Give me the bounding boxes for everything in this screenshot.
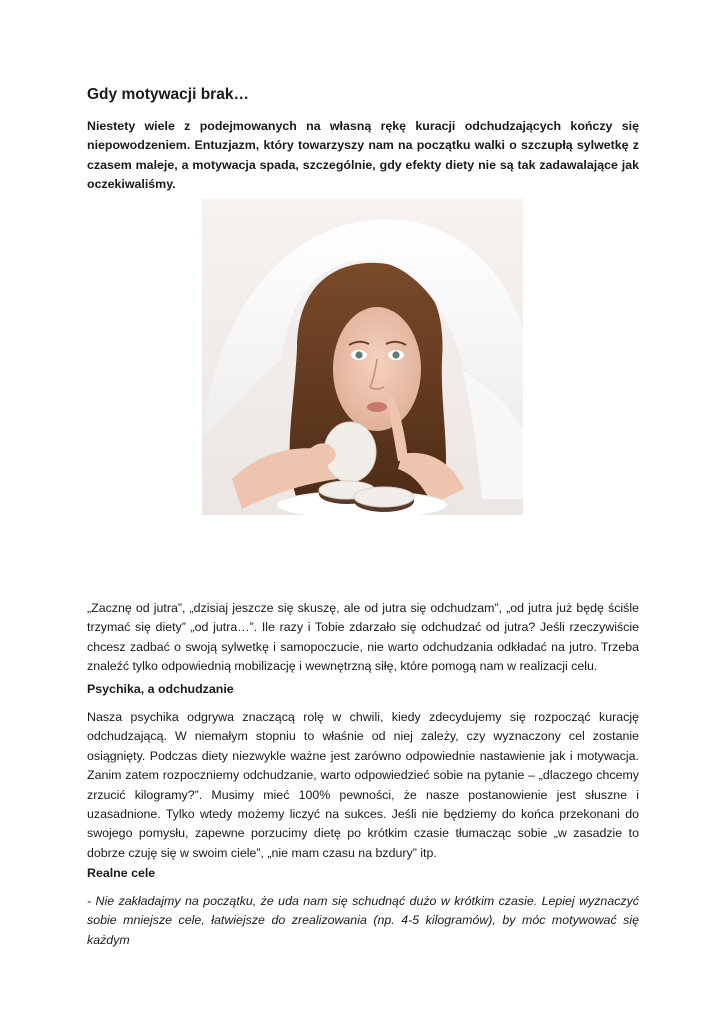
- article-title: Gdy motywacji brak…: [87, 86, 249, 103]
- heading-psychika: Psychika, a odchudzanie: [87, 682, 234, 696]
- paragraph-realne-cele: - Nie zakładajmy na początku, że uda nam się schudnąć dużo w krótkim czasie. Lepiej wyznaczyć sobie mniejsze cele, łatwiejsze do zrealizowania (np. 4-5 kilogramów), by móc motywować się każdym: [87, 894, 639, 947]
- heading-realne-cele: Realne cele: [87, 866, 156, 880]
- paragraph-od-jutra: „Zacznę od jutra”, „dzisiaj jeszcze się skuszę, ale od jutra się odchudzam”, „od jutra już będę ściśle trzymać się diety” „od jutra…”. Ile razy i Tobie zdarzało się odchudzać od jutra? Jeśli rzeczywiście chcesz zadbać o swoją sylwetkę i samopoczucie, nie warto odchudzania odkładać na jutro. Trzeba znaleźć tylko odpowiednią mobilizację i wewnętrzną siłę, które pomogą nam w realizacji celu.: [87, 601, 639, 674]
- photo-woman-with-cookies: [202, 199, 523, 515]
- paragraph-psychika: Nasza psychika odgrywa znaczącą rolę w chwili, kiedy zdecydujemy się rozpocząć kurację odchudzającą. W niemałym stopniu to właśnie od niej zależy, czy wyznaczony cel zostanie osiągnięty. Podczas diety niezwykle ważne jest zarówno odpowiednie nastawienie jak i motywacja. Zanim zatem rozpoczniemy odchudzanie, warto odpowiedzieć sobie na pytanie – „dlaczego chcemy zrzucić kilogramy?”. Musimy mieć 100% pewności, że nasze postanowienie jest słuszne i uzasadnione. Tylko wtedy możemy liczyć na sukces. Jeśli nie będziemy do końca przekonani do swojego pomysłu, zapewne porzucimy dietę po krótkim czasie tłumacząc sobie „w zasadzie to dobrze czuję się w swoim ciele”, „nie mam czasu na bzdury” itp.: [87, 710, 639, 860]
- intro-paragraph: Niestety wiele z podejmowanych na własną rękę kuracji odchudzających kończy się niepowodzeniem. Entuzjazm, który towarzyszy nam na początku walki o szczupłą sylwetkę z czasem maleje, a motywacja spada, szczególnie, gdy efekty diety nie są tak zadawalające jak oczekiwaliśmy.: [87, 119, 639, 192]
